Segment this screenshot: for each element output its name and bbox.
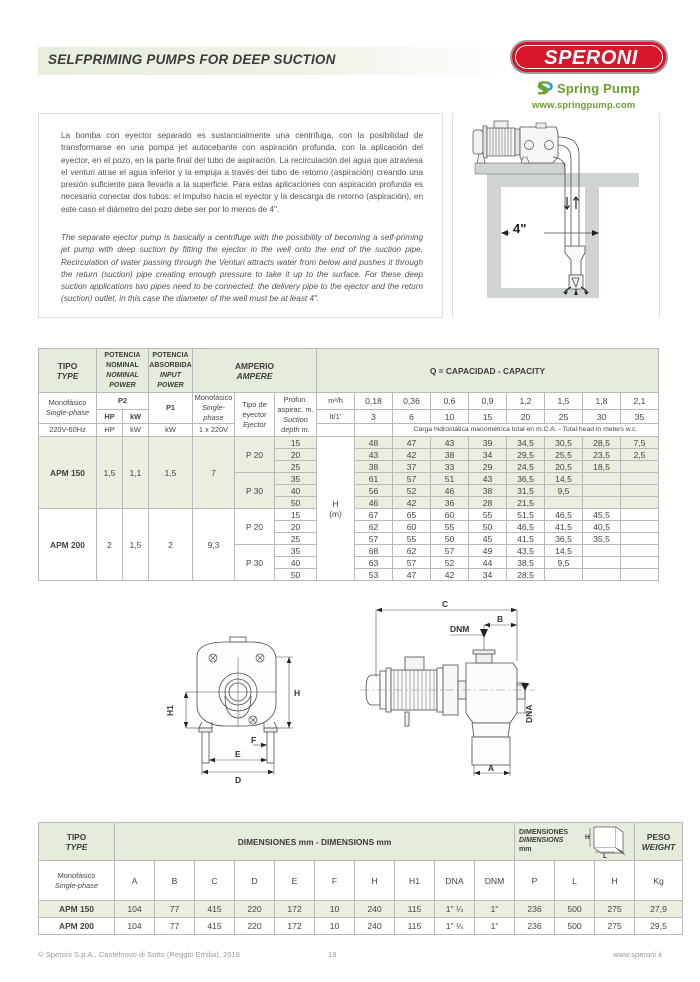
th-p1: P1 xyxy=(149,393,193,424)
apm200-depth-3: 35 xyxy=(275,545,317,557)
table-row xyxy=(39,901,683,918)
apm200-h-3-1: 62 xyxy=(393,545,431,557)
apm150-h-3-0: 61 xyxy=(355,473,393,485)
dim-row1-v9: 1" xyxy=(475,918,515,935)
cap-m3h-6: 1,8 xyxy=(583,393,621,410)
apm200-p2-hp: 2 xyxy=(97,509,123,581)
th-kw-unit2: kW xyxy=(149,424,193,437)
apm200-h-2-7 xyxy=(621,533,659,545)
dim-th-tipo-en: TYPE xyxy=(65,841,88,852)
apm150-h-4-6 xyxy=(583,485,621,497)
dim-row1-v10: 236 xyxy=(515,918,555,935)
dim-th-weight-en: WEIGHT xyxy=(641,841,676,852)
dim-row0-v3: 220 xyxy=(235,901,275,918)
dim-th-monofasico xyxy=(39,861,115,901)
apm200-h-4-1: 57 xyxy=(393,557,431,569)
th-hp-unit: HP xyxy=(97,424,123,437)
apm150-h-2-6: 18,5 xyxy=(583,461,621,473)
apm200-h-5-5 xyxy=(545,569,583,581)
th-hp: HP xyxy=(97,410,123,424)
apm150-h-4-1: 52 xyxy=(393,485,431,497)
apm200-h-5-4: 28,5 xyxy=(507,569,545,581)
spring-pump-wordmark: Spring Pump xyxy=(557,81,641,96)
apm150-h-2-0: 38 xyxy=(355,461,393,473)
cap-m3h-7: 2,1 xyxy=(621,393,659,410)
dim-row1-v12: 275 xyxy=(595,918,635,935)
apm150-h-0-6: 28,5 xyxy=(583,437,621,449)
apm150-h-5-4: 21,5 xyxy=(507,497,545,509)
apm150-h-4-7 xyxy=(621,485,659,497)
apm150-h-5-7 xyxy=(621,497,659,509)
cap-lt-0: 3 xyxy=(355,410,393,424)
dim-col-A: A xyxy=(115,861,155,901)
apm150-h-2-2: 33 xyxy=(431,461,469,473)
apm150-p2-hp: 1,5 xyxy=(97,437,123,509)
dim-row1-v5: 10 xyxy=(315,918,355,935)
dim-row1-v6: 240 xyxy=(355,918,395,935)
apm150-h-0-4: 34,5 xyxy=(507,437,545,449)
th-tipo-eyector: Tipo de eyector xyxy=(242,399,267,419)
th-ejector-en: Ejector xyxy=(242,419,266,429)
apm150-h-2-4: 24,5 xyxy=(507,461,545,473)
th-amp-single: Single-phase xyxy=(201,403,225,422)
apm200-h-3-5: 14,5 xyxy=(545,545,583,557)
head-unit-cell xyxy=(317,437,355,581)
th-amp-phase xyxy=(193,393,235,424)
apm200-h-1-7 xyxy=(621,521,659,533)
apm150-h-1-6: 23,5 xyxy=(583,449,621,461)
apm200-h-3-3: 49 xyxy=(469,545,507,557)
apm150-h-3-1: 57 xyxy=(393,473,431,485)
footer-website[interactable]: www.speroni.it xyxy=(613,950,662,959)
dim-col-H1: H1 xyxy=(395,861,435,901)
apm200-h-1-2: 55 xyxy=(431,521,469,533)
th-amp-mono: Monofásico xyxy=(194,393,233,402)
page-title-band xyxy=(38,47,508,75)
dim-th-pack-unit: mm xyxy=(519,845,532,853)
cap-lt-1: 6 xyxy=(393,410,431,424)
dim-col-H: H xyxy=(355,861,395,901)
apm150-h-1-4: 29,5 xyxy=(507,449,545,461)
apm150-h-4-4: 31,5 xyxy=(507,485,545,497)
dim-row0-v4: 172 xyxy=(275,901,315,918)
th-profun-es: Profun. aspirac. m. xyxy=(277,394,314,414)
side-dim-A: A xyxy=(488,763,495,773)
dim-row1-name: APM 200 xyxy=(39,918,115,935)
apm150-h-3-5: 14,5 xyxy=(545,473,583,485)
apm150-depth-1: 20 xyxy=(275,449,317,461)
apm200-h-5-2: 42 xyxy=(431,569,469,581)
dim-row1-v1: 77 xyxy=(155,918,195,935)
th-monofasico-en: Single-phase xyxy=(45,408,90,417)
th-p2: P2 xyxy=(97,393,149,410)
model-name-apm200: APM 200 xyxy=(39,509,97,581)
dim-row0-v12: 275 xyxy=(595,901,635,918)
th-potencia-nominal: POTENCIA NOMINAL xyxy=(104,351,141,369)
dim-col-packH: H xyxy=(595,861,635,901)
dim-th-weight xyxy=(635,823,683,861)
apm200-h-0-2: 60 xyxy=(431,509,469,521)
dim-col-E: E xyxy=(275,861,315,901)
apm200-p1-kw: 2 xyxy=(149,509,193,581)
front-view-svg xyxy=(150,600,335,805)
package-box-icon xyxy=(584,825,630,858)
description-english: The separate ejector pump is basically a centrifuge with the possibility of becoming a self-priming jet pump with deep suction by fitting the ejector in the well onto the end of the suction pipe. Recirculation of water passing through the Venturi attracts water from below and pushes it through the return (suction) pipe creating enough pressure to take it up to the surface. For these deep suction applications two pipes need to be connected: the delivery pipe to the ejector and the return (suction) outlet, in this case the diameter of the well must be at least 4". xyxy=(61,233,423,304)
dim-th-tipo xyxy=(39,823,115,861)
apm200-h-2-1: 55 xyxy=(393,533,431,545)
th-ejector-type xyxy=(235,393,275,437)
apm150-h-0-3: 39 xyxy=(469,437,507,449)
footer-copyright: © Speroni S.p.A., Castelnovo di Sotto (Reggio Emilia), 2018 xyxy=(38,950,240,959)
th-kw: kW xyxy=(123,410,149,424)
dim-row0-name: APM 150 xyxy=(39,901,115,918)
apm200-h-3-6 xyxy=(583,545,621,557)
dim-col-B: B xyxy=(155,861,195,901)
apm150-h-3-6 xyxy=(583,473,621,485)
dimensions-table xyxy=(38,822,683,935)
apm150-h-5-3: 28 xyxy=(469,497,507,509)
apm200-depth-0: 15 xyxy=(275,509,317,521)
cap-m3h-1: 0,36 xyxy=(393,393,431,410)
apm200-h-3-4: 43,5 xyxy=(507,545,545,557)
th-m3h: m³/h xyxy=(317,393,355,410)
apm150-h-1-1: 42 xyxy=(393,449,431,461)
pump-side-view-drawing xyxy=(350,595,560,800)
th-head-note: Carga hidrostática manométrica total en m.C.A. - Total head in meters w.c. xyxy=(393,424,659,437)
apm150-h-2-7 xyxy=(621,461,659,473)
dim-row1-v3: 220 xyxy=(235,918,275,935)
dim-row0-v10: 236 xyxy=(515,901,555,918)
dim-row1-v2: 415 xyxy=(195,918,235,935)
apm150-h-5-0: 46 xyxy=(355,497,393,509)
apm150-h-4-3: 38 xyxy=(469,485,507,497)
apm200-ejector-p20: P 20 xyxy=(235,509,275,545)
cap-m3h-3: 0,9 xyxy=(469,393,507,410)
th-depth-unit xyxy=(355,424,393,437)
cap-lt-7: 35 xyxy=(621,410,659,424)
apm150-h-1-0: 43 xyxy=(355,449,393,461)
dim-col-P: P xyxy=(515,861,555,901)
apm150-h-5-5 xyxy=(545,497,583,509)
dim-row0-v5: 10 xyxy=(315,901,355,918)
apm150-h-5-1: 42 xyxy=(393,497,431,509)
dim-row0-v9: 1" xyxy=(475,901,515,918)
apm150-depth-3: 35 xyxy=(275,473,317,485)
th-input-power xyxy=(149,349,193,393)
dim-col-DNM: DNM xyxy=(475,861,515,901)
th-ampere xyxy=(193,349,317,393)
apm150-ejector-p20: P 20 xyxy=(235,437,275,473)
apm200-h-3-7 xyxy=(621,545,659,557)
th-suction-depth-en: Suction depth m. xyxy=(281,414,310,434)
dim-row1-v11: 500 xyxy=(555,918,595,935)
dim-th-mono-en: Single-phase xyxy=(54,880,99,890)
table-row xyxy=(39,918,683,935)
apm200-h-1-5: 41,5 xyxy=(545,521,583,533)
side-dim-C: C xyxy=(442,599,449,609)
apm200-h-5-0: 53 xyxy=(355,569,393,581)
apm200-h-2-2: 50 xyxy=(431,533,469,545)
apm200-h-1-3: 50 xyxy=(469,521,507,533)
apm200-depth-5: 50 xyxy=(275,569,317,581)
apm150-p1-kw: 1,5 xyxy=(149,437,193,509)
apm150-depth-0: 15 xyxy=(275,437,317,449)
dim-th-packing xyxy=(515,823,635,861)
footer-page-number: 19 xyxy=(328,950,337,959)
apm200-h-3-2: 57 xyxy=(431,545,469,557)
cap-lt-6: 30 xyxy=(583,410,621,424)
front-dim-D: D xyxy=(235,775,242,785)
dim-row0-v1: 77 xyxy=(155,901,195,918)
dim-row0-v2: 415 xyxy=(195,901,235,918)
th-voltage: 220V-60Hz xyxy=(39,424,97,437)
apm200-h-0-4: 51,5 xyxy=(507,509,545,521)
dim-col-C: C xyxy=(195,861,235,901)
apm150-p2-kw: 1,1 xyxy=(123,437,149,509)
cap-m3h-0: 0,18 xyxy=(355,393,393,410)
apm200-h-2-4: 41,5 xyxy=(507,533,545,545)
dim-row1-v4: 172 xyxy=(275,918,315,935)
apm200-h-1-1: 60 xyxy=(393,521,431,533)
apm200-h-0-1: 65 xyxy=(393,509,431,521)
head-unit: (m) xyxy=(329,508,342,519)
apm150-depth-5: 50 xyxy=(275,497,317,509)
apm150-h-0-1: 47 xyxy=(393,437,431,449)
apm150-amp: 7 xyxy=(193,437,235,509)
apm150-h-4-5: 9,5 xyxy=(545,485,583,497)
model-name-apm150: APM 150 xyxy=(39,437,97,509)
apm150-h-1-2: 38 xyxy=(431,449,469,461)
th-capacity: Q = CAPACIDAD - CAPACITY xyxy=(317,349,659,393)
pack-icon-L: L xyxy=(603,853,607,858)
dim-th-pack-en: DIMENSIONS xyxy=(519,837,564,845)
cap-lt-2: 10 xyxy=(431,410,469,424)
apm150-h-0-2: 43 xyxy=(431,437,469,449)
apm200-h-0-3: 55 xyxy=(469,509,507,521)
apm150-h-0-5: 30,5 xyxy=(545,437,583,449)
dim-col-L: L xyxy=(555,861,595,901)
apm150-h-3-2: 51 xyxy=(431,473,469,485)
well-diameter-label: 4" xyxy=(513,221,527,236)
dim-th-tipo-es: TIPO xyxy=(66,831,87,842)
page-title: SELFPRIMING PUMPS FOR DEEP SUCTION xyxy=(48,52,336,67)
apm150-h-0-7: 7,5 xyxy=(621,437,659,449)
th-amperio-es: AMPERIO xyxy=(234,360,275,371)
cap-lt-3: 15 xyxy=(469,410,507,424)
front-dim-H: H xyxy=(294,688,301,698)
front-dim-F: F xyxy=(251,735,257,745)
apm200-h-4-0: 63 xyxy=(355,557,393,569)
apm200-h-0-7 xyxy=(621,509,659,521)
side-view-svg xyxy=(350,595,560,800)
side-dim-DNA: DNA xyxy=(524,704,534,723)
apm150-h-3-3: 43 xyxy=(469,473,507,485)
dim-row1-v7: 115 xyxy=(395,918,435,935)
apm200-h-2-0: 57 xyxy=(355,533,393,545)
pack-icon-H: H xyxy=(585,834,590,841)
speroni-wordmark: SPERONI xyxy=(544,47,638,69)
cap-lt-5: 25 xyxy=(545,410,583,424)
apm200-h-5-7 xyxy=(621,569,659,581)
apm200-depth-1: 20 xyxy=(275,521,317,533)
apm150-depth-2: 25 xyxy=(275,461,317,473)
apm200-depth-4: 40 xyxy=(275,557,317,569)
apm200-ejector-p30: P 30 xyxy=(235,545,275,581)
dim-row0-v8: 1" ¼ xyxy=(435,901,475,918)
page-footer xyxy=(38,950,662,964)
dim-row1-v8: 1" ¼ xyxy=(435,918,475,935)
th-tipo xyxy=(39,349,97,393)
dim-th-dimensiones: DIMENSIONES mm - DIMENSIONS mm xyxy=(115,823,515,861)
th-lt1: lt/1' xyxy=(317,410,355,424)
dim-col-DNA: DNA xyxy=(435,861,475,901)
dim-col-F: F xyxy=(315,861,355,901)
dim-col-Kg: Kg xyxy=(635,861,683,901)
apm150-h-1-3: 34 xyxy=(469,449,507,461)
brand-logo xyxy=(510,40,670,115)
apm200-h-0-5: 46,5 xyxy=(545,509,583,521)
side-dim-B: B xyxy=(497,614,504,624)
dim-col-D: D xyxy=(235,861,275,901)
apm200-h-1-6: 40,5 xyxy=(583,521,621,533)
cap-m3h-4: 1,2 xyxy=(507,393,545,410)
apm150-h-3-7 xyxy=(621,473,659,485)
th-monofasico xyxy=(39,393,97,424)
th-ampere-en: AMPERE xyxy=(236,370,273,381)
description-panel xyxy=(38,113,443,318)
th-potencia-absorbida: POTENCIA ABSORBIDA xyxy=(149,351,192,369)
apm200-h-1-0: 62 xyxy=(355,521,393,533)
th-tipo-en: TYPE xyxy=(56,370,79,381)
apm200-h-2-5: 36,5 xyxy=(545,533,583,545)
installation-diagram xyxy=(452,113,660,318)
cap-lt-4: 20 xyxy=(507,410,545,424)
dim-th-peso-es: PESO xyxy=(646,831,671,842)
apm200-h-5-3: 34 xyxy=(469,569,507,581)
apm200-h-3-0: 68 xyxy=(355,545,393,557)
apm200-h-4-7 xyxy=(621,557,659,569)
dim-row0-v13: 27,9 xyxy=(635,901,683,918)
th-kw-unit: kW xyxy=(123,424,149,437)
dim-row1-v0: 104 xyxy=(115,918,155,935)
apm150-h-5-2: 36 xyxy=(431,497,469,509)
description-spanish: La bomba con eyector separado es sustancialmente una centrifuga, con la posibilidad de transformarse en una pompa jet autocebante con aspiración profunda, con la aplicación del eyector, en el pozo, en la parte final del tubo de aspiración. La recirculación del agua que atraviesa el venturi atrae el agua inferior y la empuja a través del tubo de retorno (aspiración) creando una presión suficiente para llevarla a la superficie. Para estas aplicaciones con aspiración profunda es necesario conectar dos tubos: el impulso hacia el eyector y la descarga de retorno (aspiración), en este caso el diámetro del pozo debe ser por lo menos de 4". xyxy=(61,131,423,214)
th-input-power-en: INPUT POWER xyxy=(157,371,184,389)
apm150-ejector-p30: P 30 xyxy=(235,473,275,509)
apm150-h-2-3: 29 xyxy=(469,461,507,473)
pump-front-view-drawing xyxy=(150,600,335,805)
th-monofasico-es: Monofásico xyxy=(48,398,87,407)
speroni-logo-badge xyxy=(510,40,668,74)
apm200-p2-kw: 1,5 xyxy=(123,509,149,581)
dim-th-mono-es: Monofásico xyxy=(57,870,96,880)
dim-row0-v11: 500 xyxy=(555,901,595,918)
th-nominal-power-en: NOMINAL POWER xyxy=(106,371,139,389)
apm200-h-4-2: 52 xyxy=(431,557,469,569)
front-dim-H1: H1 xyxy=(165,705,175,716)
apm150-h-4-2: 46 xyxy=(431,485,469,497)
apm200-h-4-6 xyxy=(583,557,621,569)
apm150-depth-4: 40 xyxy=(275,485,317,497)
apm200-h-0-0: 67 xyxy=(355,509,393,521)
th-nominal-power xyxy=(97,349,149,393)
side-dim-DNM: DNM xyxy=(450,624,470,634)
apm200-h-2-6: 35,5 xyxy=(583,533,621,545)
dim-th-pack-es: DIMENSIONES xyxy=(519,828,569,836)
apm200-h-4-4: 38,5 xyxy=(507,557,545,569)
dim-row1-v13: 29,5 xyxy=(635,918,683,935)
dim-row0-v0: 104 xyxy=(115,901,155,918)
apm150-h-3-4: 36,5 xyxy=(507,473,545,485)
apm200-h-5-6 xyxy=(583,569,621,581)
apm150-h-2-5: 20,5 xyxy=(545,461,583,473)
apm150-h-0-0: 48 xyxy=(355,437,393,449)
th-ejector-unit xyxy=(317,424,355,437)
head-symbol: H xyxy=(332,498,339,509)
performance-table xyxy=(38,348,659,581)
apm200-depth-2: 25 xyxy=(275,533,317,545)
apm200-h-2-3: 45 xyxy=(469,533,507,545)
apm150-h-5-6 xyxy=(583,497,621,509)
apm200-amp: 9,3 xyxy=(193,509,235,581)
front-dim-E: E xyxy=(235,749,241,759)
spring-pump-icon xyxy=(536,80,554,98)
apm200-h-5-1: 47 xyxy=(393,569,431,581)
th-suction-depth xyxy=(275,393,317,437)
apm200-h-4-3: 44 xyxy=(469,557,507,569)
installation-drawing-svg xyxy=(453,113,659,316)
th-amp-voltage: 1 x 220V xyxy=(193,424,235,437)
cap-m3h-2: 0,6 xyxy=(431,393,469,410)
spring-pump-url: www.springpump.com xyxy=(532,100,636,111)
apm200-h-0-6: 45,5 xyxy=(583,509,621,521)
apm200-h-1-4: 46,5 xyxy=(507,521,545,533)
apm150-h-4-0: 56 xyxy=(355,485,393,497)
apm150-h-1-7: 2,5 xyxy=(621,449,659,461)
dim-row0-v7: 115 xyxy=(395,901,435,918)
dim-row0-v6: 240 xyxy=(355,901,395,918)
apm150-h-1-5: 25,5 xyxy=(545,449,583,461)
cap-m3h-5: 1,5 xyxy=(545,393,583,410)
apm150-h-2-1: 37 xyxy=(393,461,431,473)
th-tipo-es: TIPO xyxy=(57,360,78,371)
apm200-h-4-5: 9,5 xyxy=(545,557,583,569)
